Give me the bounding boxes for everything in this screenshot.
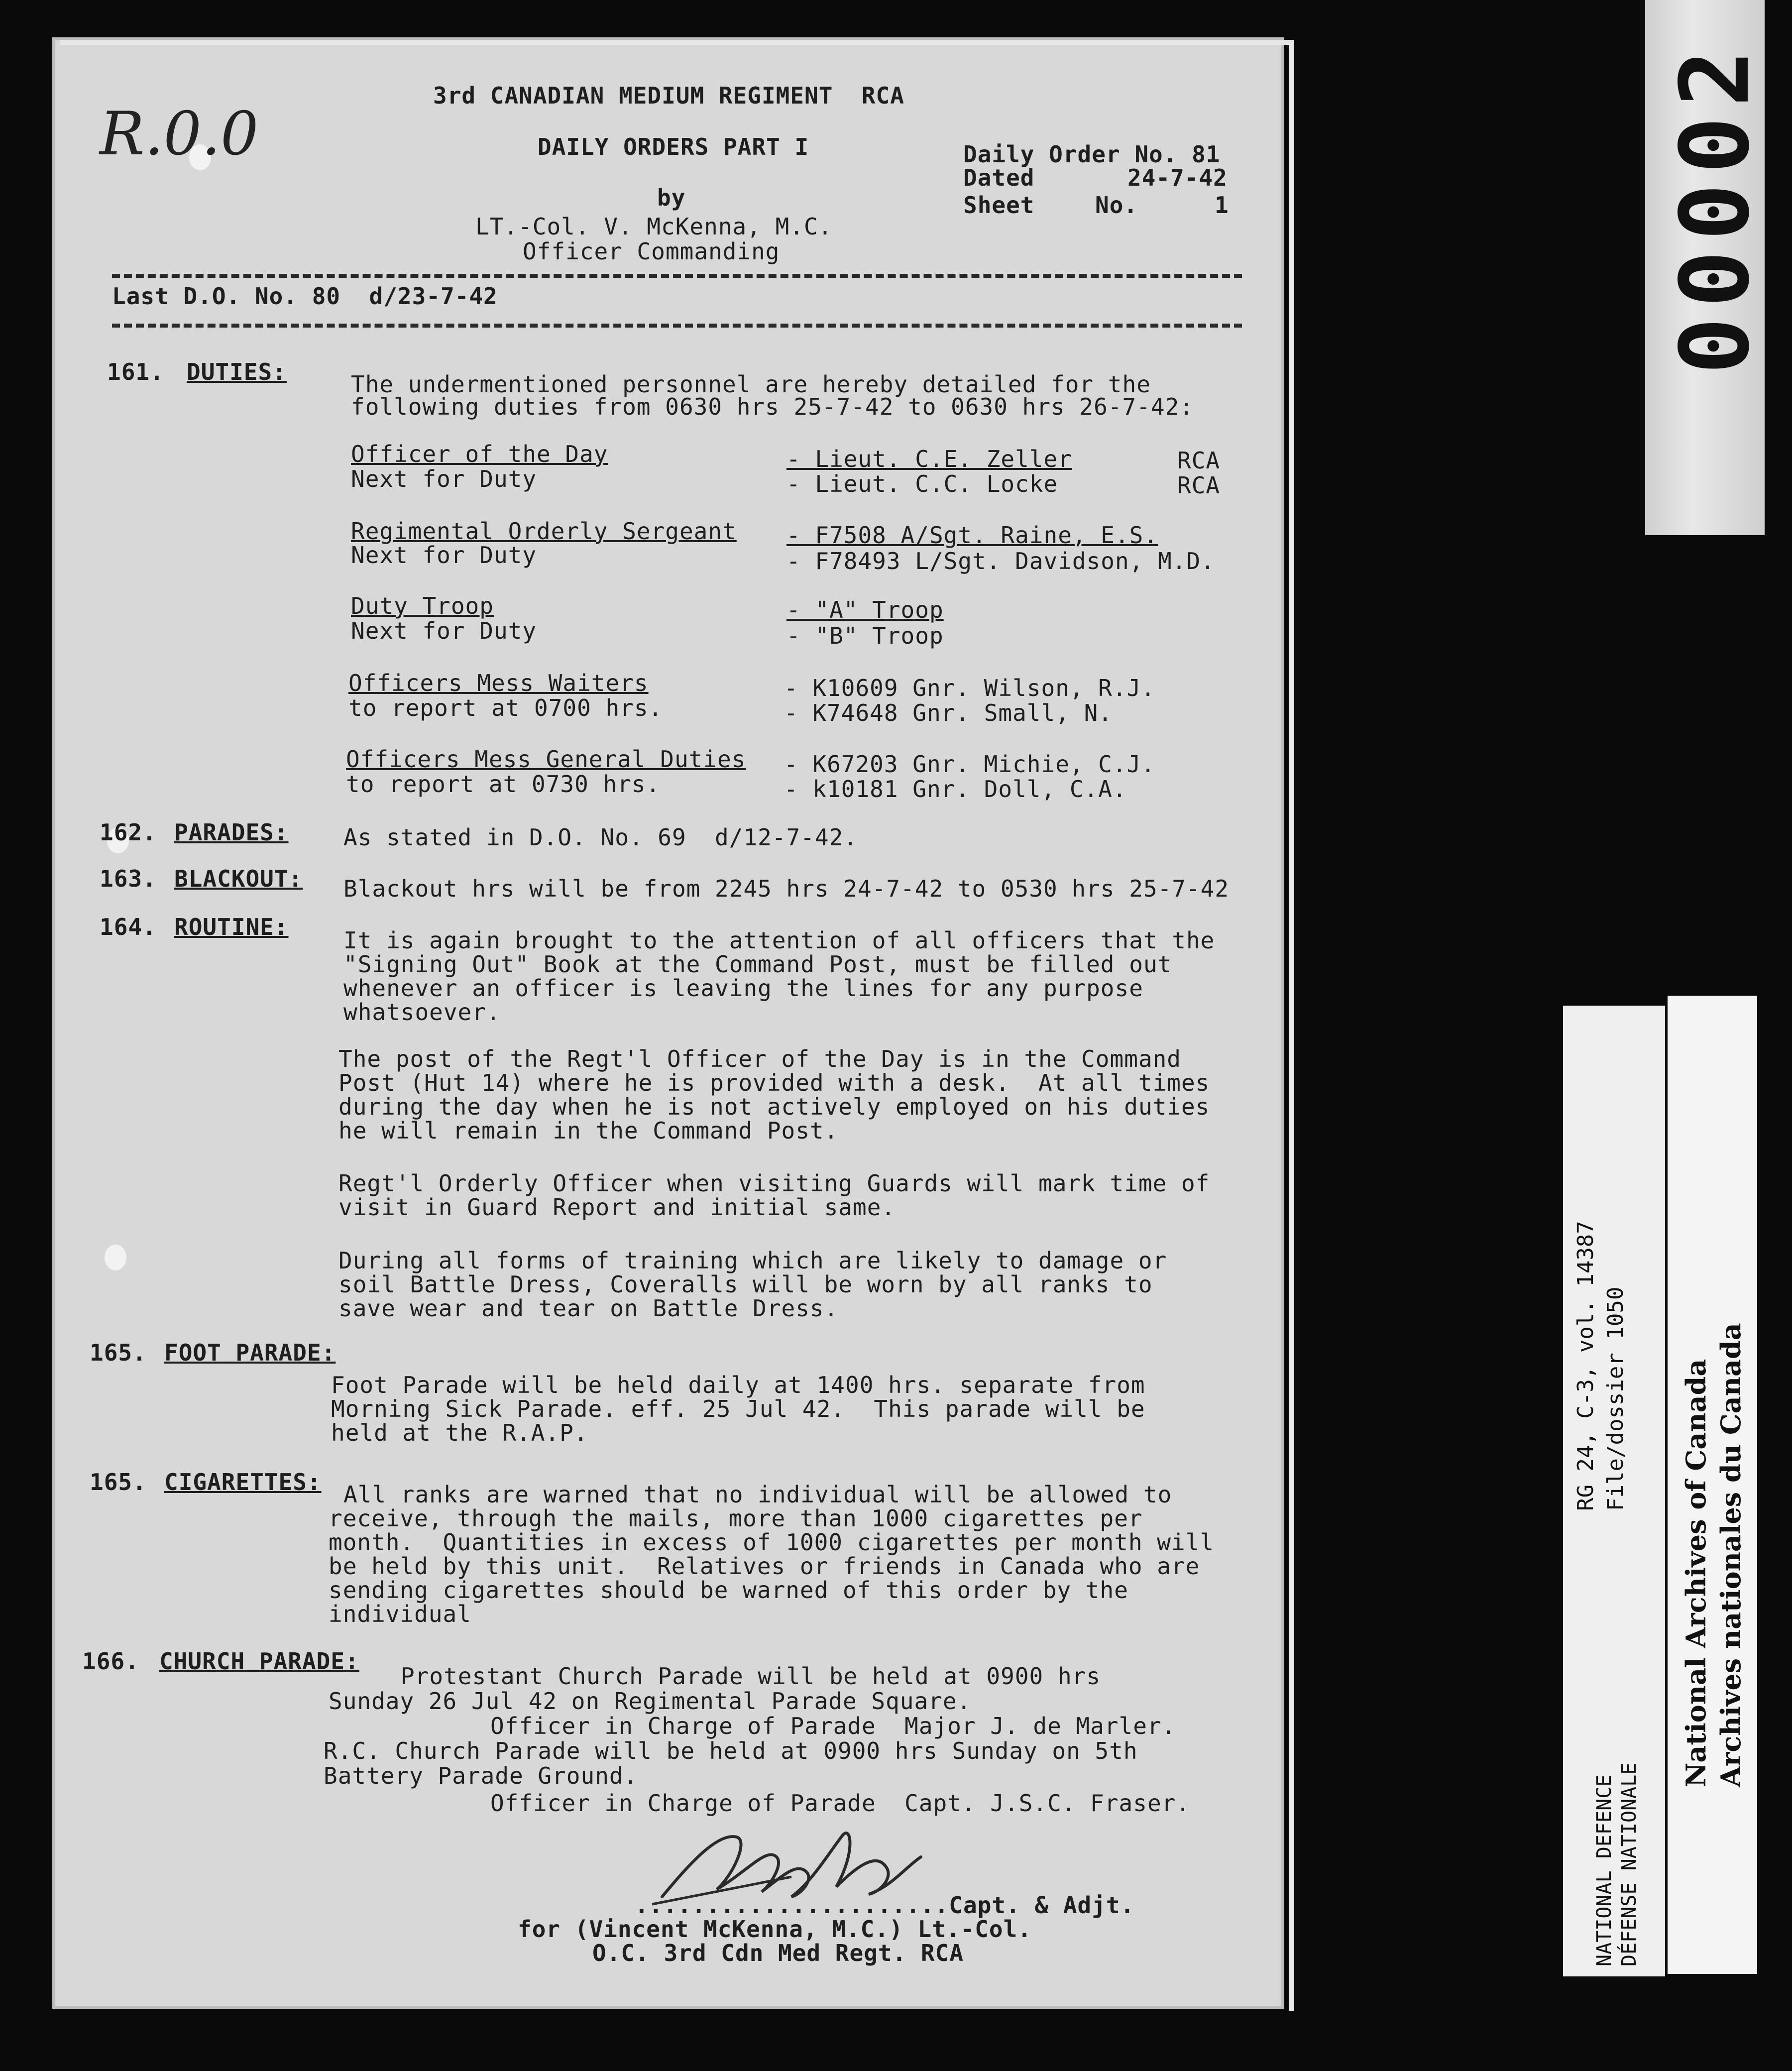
routine-text: visit in Guard Report and initial same. xyxy=(338,1194,896,1221)
duty-role: Officer of the Day xyxy=(351,441,608,467)
dated-value: 24-7-42 xyxy=(1127,164,1228,191)
duty-role: Officers Mess Waiters xyxy=(348,670,649,696)
divider xyxy=(112,274,1242,278)
unit-name: 3rd CANADIAN MEDIUM REGIMENT RCA xyxy=(433,82,904,109)
duty-unit: RCA xyxy=(1177,472,1221,499)
duty-assignee: - K67203 Gnr. Michie, C.J. xyxy=(784,751,1156,778)
punch-hole xyxy=(105,1245,126,1270)
church-parade-text: Officer in Charge of Parade Capt. J.S.C. Fraser. xyxy=(490,1790,1191,1817)
cigarettes-text: month. Quantities in excess of 1000 cigarettes per month will xyxy=(329,1529,1215,1556)
duty-assignee: - F7508 A/Sgt. Raine, E.S. xyxy=(786,522,1158,549)
duty-assignee: - F78493 L/Sgt. Davidson, M.D. xyxy=(786,548,1215,575)
parades-text: As stated in D.O. No. 69 d/12-7-42. xyxy=(343,824,858,851)
duty-role: Regimental Orderly Sergeant xyxy=(351,518,737,545)
routine-text: soil Battle Dress, Coveralls will be worn by all ranks to xyxy=(338,1271,1153,1298)
duty-role: Next for Duty xyxy=(351,542,537,569)
church-parade-text: Sunday 26 Jul 42 on Regimental Parade Square. xyxy=(329,1688,972,1715)
archive-reference: RG 24, C-3, vol. 14387 xyxy=(1573,1221,1598,1511)
cigarettes-text: receive, through the mails, more than 1000 cigarettes per xyxy=(329,1505,1143,1532)
commander-name: LT.-Col. V. McKenna, M.C. xyxy=(475,213,833,240)
church-parade-text: R.C. Church Parade will be held at 0900 hrs Sunday on 5th xyxy=(324,1737,1138,1764)
dated-label: Dated xyxy=(963,164,1035,191)
duty-assignee: - k10181 Gnr. Doll, C.A. xyxy=(784,776,1127,803)
duty-assignee: - K10609 Gnr. Wilson, R.J. xyxy=(784,675,1156,701)
routine-text: "Signing Out" Book at the Command Post, must be filled out xyxy=(343,951,1172,978)
duty-assignee: - Lieut. C.E. Zeller xyxy=(786,446,1072,472)
signature-line: ......................Capt. & Adjt. xyxy=(635,1892,1135,1919)
church-parade-text: Battery Parade Ground. xyxy=(324,1762,638,1789)
duty-assignee: - K74648 Gnr. Small, N. xyxy=(784,699,1113,726)
foot-parade-text: Foot Parade will be held daily at 1400 hrs. separate from xyxy=(331,1372,1145,1398)
section-heading-church-parade: CHURCH PARADE: xyxy=(159,1648,359,1675)
routine-text: Post (Hut 14) where he is provided with a desk. At all times xyxy=(338,1069,1210,1096)
duty-assignee: - "A" Troop xyxy=(786,596,944,623)
archives-fr: Archives nationales du Canada xyxy=(1715,1323,1747,1787)
section-number: 161. xyxy=(107,358,164,385)
sheet-no-label: No. xyxy=(1095,192,1138,219)
routine-text: he will remain in the Command Post. xyxy=(338,1117,839,1144)
archives-en: National Archives of Canada xyxy=(1680,1359,1712,1787)
signatory-unit: O.C. 3rd Cdn Med Regt. RCA xyxy=(592,1940,964,1966)
orders-title: DAILY ORDERS PART I xyxy=(538,133,809,160)
dept-fr: DÉFENSE NATIONALE xyxy=(1618,1762,1641,1966)
duty-role: Next for Duty xyxy=(351,617,537,644)
section-heading-parades: PARADES: xyxy=(174,819,289,846)
film-number: 00002 xyxy=(1660,40,1770,374)
section-heading-routine: ROUTINE: xyxy=(174,914,289,940)
commander-role: Officer Commanding xyxy=(523,238,780,265)
blackout-text: Blackout hrs will be from 2245 hrs 24-7-42 to 0530 hrs 25-7-42 xyxy=(343,875,1230,902)
duty-role: Officers Mess General Duties xyxy=(346,746,746,773)
section-heading-cigarettes: CIGARETTES: xyxy=(164,1469,322,1496)
duty-role: Duty Troop xyxy=(351,592,494,619)
routine-text: during the day when he is not actively employed on his duties xyxy=(338,1093,1210,1120)
foot-parade-text: Morning Sick Parade. eff. 25 Jul 42. This parade will be xyxy=(331,1395,1145,1422)
cigarettes-text: individual xyxy=(329,1601,471,1627)
duties-text: following duties from 0630 hrs 25-7-42 to 0630 hrs 26-7-42: xyxy=(351,393,1194,420)
archive-file: File/dossier 1050 xyxy=(1603,1286,1628,1511)
section-number: 164. xyxy=(100,914,157,940)
section-number: 163. xyxy=(100,865,157,892)
routine-text: It is again brought to the attention of all officers that the xyxy=(343,927,1215,954)
cigarettes-text: sending cigarettes should be warned of this order by the xyxy=(329,1577,1128,1604)
sheet-label: Sheet xyxy=(963,192,1035,219)
routine-text: whenever an officer is leaving the lines for any purpose xyxy=(343,975,1143,1002)
duty-role: Next for Duty xyxy=(351,465,537,492)
duty-assignee: - Lieut. C.C. Locke xyxy=(786,470,1058,497)
section-number: 166. xyxy=(82,1648,139,1675)
signatory: for (Vincent McKenna, M.C.) Lt.-Col. xyxy=(518,1916,1032,1943)
duty-role: to report at 0730 hrs. xyxy=(346,771,661,798)
routine-text: whatsoever. xyxy=(343,999,501,1026)
handwritten-mark: R.0.0 xyxy=(100,100,259,169)
section-heading-duties: DUTIES: xyxy=(187,358,287,385)
church-parade-text: Officer in Charge of Parade Major J. de Marler. xyxy=(490,1713,1176,1739)
routine-text: During all forms of training which are likely to damage or xyxy=(338,1247,1167,1274)
duty-unit: RCA xyxy=(1177,447,1221,474)
dept-en: NATIONAL DEFENCE xyxy=(1593,1774,1616,1966)
duty-role: to report at 0700 hrs. xyxy=(348,694,663,721)
section-number: 162. xyxy=(100,819,157,846)
section-heading-blackout: BLACKOUT: xyxy=(174,865,303,892)
cigarettes-text: All ranks are warned that no individual will be allowed to xyxy=(343,1481,1172,1508)
section-number: 165. xyxy=(90,1339,147,1366)
routine-text: Regt'l Orderly Officer when visiting Guards will mark time of xyxy=(338,1170,1210,1197)
sheet-value: 1 xyxy=(1215,192,1229,219)
order-number: Daily Order No. 81 xyxy=(963,141,1221,168)
duties-text: The undermentioned personnel are hereby detailed for the xyxy=(351,371,1151,398)
foot-parade-text: held at the R.A.P. xyxy=(331,1419,588,1446)
section-heading-foot-parade: FOOT PARADE: xyxy=(164,1339,336,1366)
duty-assignee: - "B" Troop xyxy=(786,622,944,649)
cigarettes-text: be held by this unit. Relatives or friends in Canada who are xyxy=(329,1553,1200,1580)
by-line: by xyxy=(657,184,686,211)
routine-text: save wear and tear on Battle Dress. xyxy=(338,1295,839,1322)
divider xyxy=(112,324,1242,328)
church-parade-text: Protestant Church Parade will be held at 0900 hrs xyxy=(401,1663,1101,1690)
last-daily-order: Last D.O. No. 80 d/23-7-42 xyxy=(112,283,498,310)
routine-text: The post of the Regt'l Officer of the Day is in the Command xyxy=(338,1045,1181,1072)
section-number: 165. xyxy=(90,1469,147,1496)
